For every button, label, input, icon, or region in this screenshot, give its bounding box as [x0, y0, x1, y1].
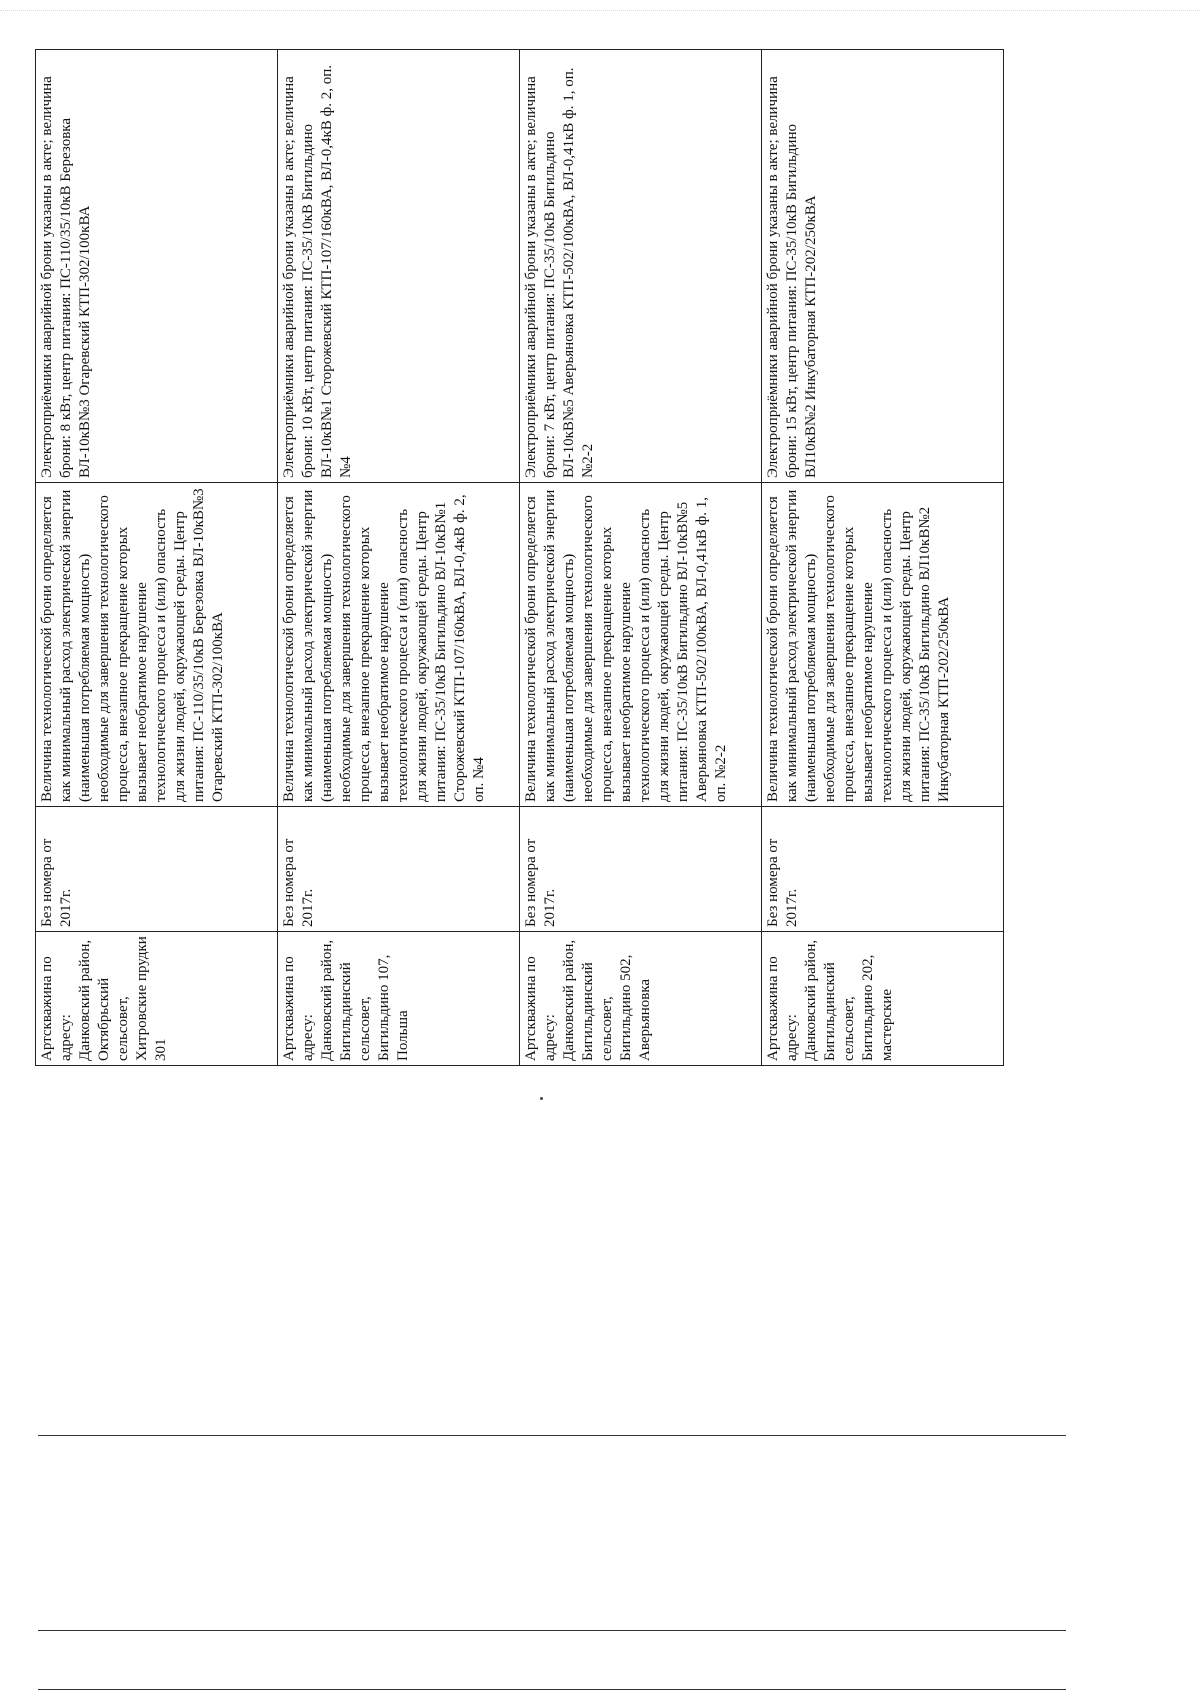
scan-speck: [540, 1097, 543, 1100]
tech-reserve-cell: Величина технологической брони определяется как минимальный расход электрической энергии (наименьшая потребляемая мощность) необходимые для завершения технологического процесса, внезапное прекращение которых вызывает необратимое нарушение технологического процесса и (или) опасность для жизни людей, окружающей среды. Центр питания: ПС-35/10кВ Бигильдино ВЛ-10кВ№5 Аверьяновка КТП-502/100кВА, ВЛ-0,41кВ ф. 1, оп. №2-2: [520, 483, 762, 807]
act-cell: Без номера от 2017г.: [762, 807, 1004, 932]
divider-line: [38, 1435, 1066, 1436]
scan-artifact-line: [0, 10, 1200, 11]
emergency-reserve-cell: Электроприёмники аварийной брони указаны в акте; величина брони: 10 кВт, центр питания: ПС-35/10кВ Бигильдино ВЛ-10кВ№1 Сторожевский КТП-107/160кВА, ВЛ-0,4кВ ф. 2, оп. №4: [278, 50, 520, 483]
emergency-reserve-cell: Электроприёмники аварийной брони указаны в акте; величина брони: 15 кВт, центр питания: ПС-35/10кВ Бигильдино ВЛ10кВ№2 Инкубаторная КТП-202/250кВА: [762, 50, 1004, 483]
table-row: [36, 50, 278, 1066]
tech-reserve-cell: Величина технологической брони определяется как минимальный расход электрической энергии (наименьшая потребляемая мощность) необходимые для завершения технологического процесса, внезапное прекращение которых вызывает необратимое нарушение технологического процесса и (или) опасность для жизни людей, окружающей среды. Центр питания: ПС-35/10кВ Бигильдино ВЛ10кВ№2 Инкубаторная КТП-202/250кВА: [762, 483, 1004, 807]
table-row: [278, 50, 520, 1066]
emergency-reserve-cell: Электроприёмники аварийной брони указаны в акте; величина брони: 7 кВт, центр питания: ПС-35/10кВ Бигильдино ВЛ-10кВ№5 Аверьяновка КТП-502/100кВА, ВЛ-0,41кВ ф. 1, оп. №2-2: [520, 50, 762, 483]
tech-reserve-cell: Величина технологической брони определяется как минимальный расход электрической энергии (наименьшая потребляемая мощность) необходимые для завершения технологического процесса, внезапное прекращение которых вызывает необратимое нарушение технологического процесса и (или) опасность для жизни людей, окружающей среды. Центр питания: ПС-35/10кВ Бигильдино ВЛ-10кВ№1 Сторожевский КТП-107/160кВА, ВЛ-0,4кВ ф. 2, оп. №4: [278, 483, 520, 807]
divider-line: [38, 1689, 1066, 1690]
tech-reserve-cell: Величина технологической брони определяется как минимальный расход электрической энергии (наименьшая потребляемая мощность) необходимые для завершения технологического процесса, внезапное прекращение которых вызывает необратимое нарушение технологического процесса и (или) опасность для жизни людей, окружающей среды. Центр питания: ПС-110/35/10кВ Березовка ВЛ-10кВ№3 Огаревский КТП-302/100кВА: [36, 483, 278, 807]
location-cell: Артскважина по адресу: Данковский район, Бигильдинский сельсовет, Бигильдино 502, Аверьяновка: [520, 932, 762, 1066]
location-cell: Артскважина по адресу: Данковский район, Бигильдинский сельсовет, Бигильдино 107, Польша: [278, 932, 520, 1066]
emergency-reserve-cell: Электроприёмники аварийной брони указаны в акте; величина брони: 8 кВт, центр питания: ПС-110/35/10кВ Березовка ВЛ-10кВ№3 Огаревский КТП-302/100кВА: [36, 50, 278, 483]
table-row: [520, 50, 762, 1066]
rotated-table-container: [35, 50, 1020, 1066]
act-cell: Без номера от 2017г.: [278, 807, 520, 932]
divider-line: [38, 1630, 1066, 1631]
table-row: [762, 50, 1004, 1066]
reserve-table: [35, 49, 1004, 1066]
location-cell: Артскважина по адресу: Данковский район, Октябрьский сельсовет, Хитровские прудки 301: [36, 932, 278, 1066]
act-cell: Без номера от 2017г.: [36, 807, 278, 932]
location-cell: Артскважина по адресу: Данковский район, Бигильдинский сельсовет, Бигильдино 202, мастерские: [762, 932, 1004, 1066]
act-cell: Без номера от 2017г.: [520, 807, 762, 932]
